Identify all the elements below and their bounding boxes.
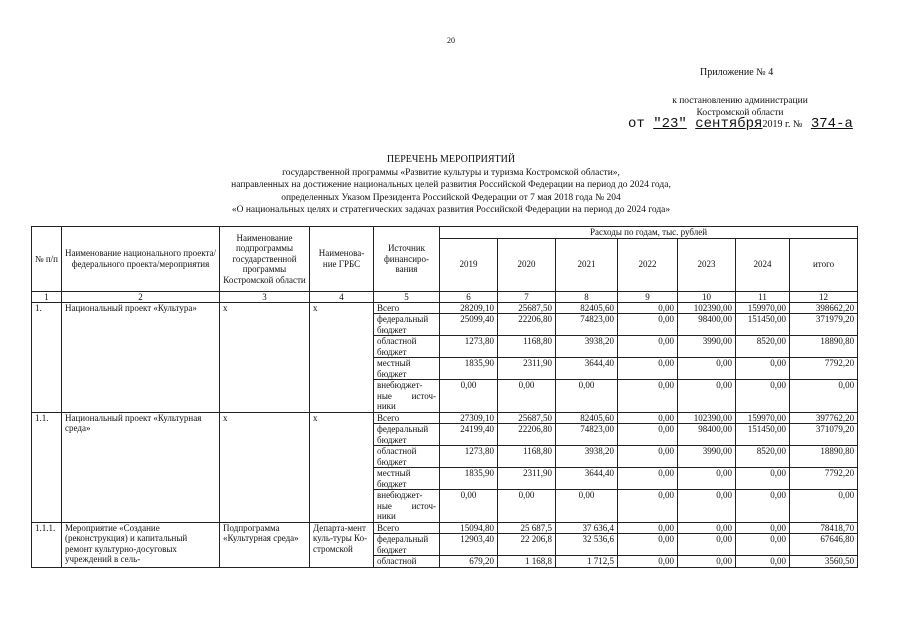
col-header-year: 2022 [618,238,678,291]
amount-cell: 32 536,6 [556,534,618,556]
amount-cell: 102390,00 [678,412,736,424]
amount-cell: 25687,50 [498,302,556,314]
funding-source: областной [374,556,440,568]
row-number: 1.1. [32,412,62,522]
column-number: 5 [374,291,440,302]
amount-cell: 15094,80 [440,522,498,534]
measure-name: Национальный проект «Культура» [62,302,220,412]
column-number: 3 [220,291,310,302]
amount-cell: 3644,40 [556,358,618,380]
col-header-grbs: Наименова-ние ГРБС [310,227,374,292]
amount-cell: 159970,00 [736,302,790,314]
amount-cell: 0,00 [790,490,858,523]
amount-cell: 0,00 [678,380,736,413]
funding-source: внебюджет-ные источ-ники [374,490,440,523]
amount-cell: 74823,00 [556,424,618,446]
funding-source: федеральный бюджет [374,534,440,556]
date-day: "23" [653,116,687,132]
amount-cell: 27309,10 [440,412,498,424]
amount-cell: 24199,40 [440,424,498,446]
amount-cell: 0,00 [618,380,678,413]
title-line: определенных Указом Президента Российской Федерации от 7 мая 2018 года № 204 [281,192,621,203]
column-number: 10 [678,291,736,302]
col-header-year: 2023 [678,238,736,291]
amount-cell: 0,00 [736,534,790,556]
amount-cell: 0,00 [618,446,678,468]
amount-cell: 3938,20 [556,446,618,468]
col-header-name: Наименование национального проекта/федерального проекта/мероприятия [62,227,220,292]
subprogram-name: Подпрограмма «Культурная среда» [220,522,310,567]
date-prefix: от [628,116,645,132]
amount-cell: 7792,20 [790,468,858,490]
col-header-source: Источник финансиро-вания [374,227,440,292]
column-number: 6 [440,291,498,302]
amount-cell: 0,00 [618,522,678,534]
amount-cell: 0,00 [618,534,678,556]
amount-cell: 1273,80 [440,446,498,468]
amount-cell: 0,00 [440,490,498,523]
approval-line: к постановлению администрации [672,96,808,106]
amount-cell: 0,00 [678,358,736,380]
amount-cell: 1835,90 [440,468,498,490]
col-header-year: итого [790,238,858,291]
column-number: 11 [736,291,790,302]
amount-cell: 37 636,4 [556,522,618,534]
amount-cell: 2311,90 [498,468,556,490]
subprogram-name: х [220,412,310,522]
amount-cell: 0,00 [618,358,678,380]
amount-cell: 1 168,8 [498,556,556,568]
amount-cell: 0,00 [556,490,618,523]
amount-cell: 0,00 [618,412,678,424]
subprogram-name: х [220,302,310,412]
amount-cell: 0,00 [618,556,678,568]
title-line: «О национальных целях и стратегических задачах развития Российской Федерации на период до 2024 года» [231,205,671,215]
amount-cell: 98400,00 [678,314,736,336]
funding-source: внебюджет-ные источ-ники [374,380,440,413]
column-number: 2 [62,291,220,302]
column-number: 7 [498,291,556,302]
amount-cell: 1168,80 [498,336,556,358]
funding-source: областной бюджет [374,336,440,358]
amount-cell: 0,00 [678,556,736,568]
amount-cell: 0,00 [736,490,790,523]
grbs-name: х [310,412,374,522]
column-number: 9 [618,291,678,302]
col-header-year: 2019 [440,238,498,291]
amount-cell: 1 712,5 [556,556,618,568]
col-header-year: 2020 [498,238,556,291]
date-month: сентября [695,116,763,132]
amount-cell: 0,00 [556,380,618,413]
amount-cell: 0,00 [498,490,556,523]
amount-cell: 3560,50 [790,556,858,568]
amount-cell: 0,00 [736,380,790,413]
title-line: государственной программы «Развитие культуры и туризма Костромской области», [282,167,620,178]
col-header-num: № п/п [32,227,62,292]
column-number: 8 [556,291,618,302]
table-row [32,302,858,314]
funding-source: Всего [374,522,440,534]
approval-line: Костромской области [696,108,784,118]
amount-cell: 7792,20 [790,358,858,380]
amount-cell: 25 687,5 [498,522,556,534]
row-number: 1. [32,302,62,412]
amount-cell: 0,00 [618,490,678,523]
amount-cell: 22 206,8 [498,534,556,556]
col-header-expenses: Расходы по годам, тыс. рублей [440,227,858,239]
amount-cell: 78418,70 [790,522,858,534]
amount-cell: 98400,00 [678,424,736,446]
amount-cell: 102390,00 [678,302,736,314]
amount-cell: 22206,80 [498,314,556,336]
amount-cell: 0,00 [678,490,736,523]
amount-cell: 8520,00 [736,336,790,358]
amount-cell: 0,00 [678,534,736,556]
amount-cell: 151450,00 [736,314,790,336]
amount-cell: 82405,60 [556,302,618,314]
col-header-subprogram: Наименование подпрограммы государственной программы Костромской области [220,227,310,292]
decree-date [628,116,853,132]
amount-cell: 3990,00 [678,446,736,468]
title-heading: ПЕРЕЧЕНЬ МЕРОПРИЯТИЙ [386,154,516,165]
amount-cell: 398662,20 [790,302,858,314]
amount-cell: 397762,20 [790,412,858,424]
funding-source: местный бюджет [374,468,440,490]
amount-cell: 1835,90 [440,358,498,380]
amount-cell: 0,00 [618,424,678,446]
amount-cell: 679,20 [440,556,498,568]
grbs-name: х [310,302,374,412]
funding-source: Всего [374,412,440,424]
col-header-year: 2024 [736,238,790,291]
amount-cell: 3938,20 [556,336,618,358]
amount-cell: 0,00 [618,336,678,358]
document-title [0,154,902,217]
amount-cell: 0,00 [618,302,678,314]
amount-cell: 0,00 [736,468,790,490]
amount-cell: 3644,40 [556,468,618,490]
amount-cell: 82405,60 [556,412,618,424]
appendix-title: Приложение № 4 [700,67,774,78]
amount-cell: 25687,50 [498,412,556,424]
amount-cell: 0,00 [678,522,736,534]
title-line: направленных на достижение национальных целей развития Российской Федерации на период до 2024 года, [231,180,671,190]
measures-table [31,226,858,568]
amount-cell: 0,00 [678,468,736,490]
funding-source: областной бюджет [374,446,440,468]
amount-cell: 74823,00 [556,314,618,336]
measure-name: Мероприятие «Создание (реконструкция) и капитальный ремонт культурно-досуговых учреждений в сель- [62,522,220,567]
amount-cell: 25099,40 [440,314,498,336]
amount-cell: 0,00 [618,314,678,336]
amount-cell: 2311,90 [498,358,556,380]
amount-cell: 0,00 [736,522,790,534]
amount-cell: 0,00 [440,380,498,413]
row-number: 1.1.1. [32,522,62,567]
amount-cell: 28209,10 [440,302,498,314]
amount-cell: 67646,80 [790,534,858,556]
funding-source: Всего [374,302,440,314]
table-row [32,412,858,424]
date-year: 2019 г. № [762,119,803,130]
amount-cell: 3990,00 [678,336,736,358]
amount-cell: 18890,80 [790,336,858,358]
amount-cell: 1168,80 [498,446,556,468]
table-row [32,522,858,534]
amount-cell: 0,00 [498,380,556,413]
amount-cell: 0,00 [790,380,858,413]
funding-source: местный бюджет [374,358,440,380]
amount-cell: 0,00 [736,358,790,380]
amount-cell: 371979,20 [790,314,858,336]
grbs-name: Департа-мент куль-туры Ко-стромской [310,522,374,567]
amount-cell: 371079,20 [790,424,858,446]
amount-cell: 151450,00 [736,424,790,446]
amount-cell: 22206,80 [498,424,556,446]
column-number: 12 [790,291,858,302]
funding-source: федеральный бюджет [374,314,440,336]
amount-cell: 1273,80 [440,336,498,358]
funding-source: федеральный бюджет [374,424,440,446]
page-number: 20 [447,36,455,45]
column-number: 4 [310,291,374,302]
measure-name: Национальный проект «Культурная среда» [62,412,220,522]
amount-cell: 8520,00 [736,446,790,468]
column-number: 1 [32,291,62,302]
amount-cell: 0,00 [618,468,678,490]
amount-cell: 159970,00 [736,412,790,424]
amount-cell: 18890,80 [790,446,858,468]
amount-cell: 12903,40 [440,534,498,556]
col-header-year: 2021 [556,238,618,291]
amount-cell: 0,00 [736,556,790,568]
decree-number: 374-а [810,116,853,132]
